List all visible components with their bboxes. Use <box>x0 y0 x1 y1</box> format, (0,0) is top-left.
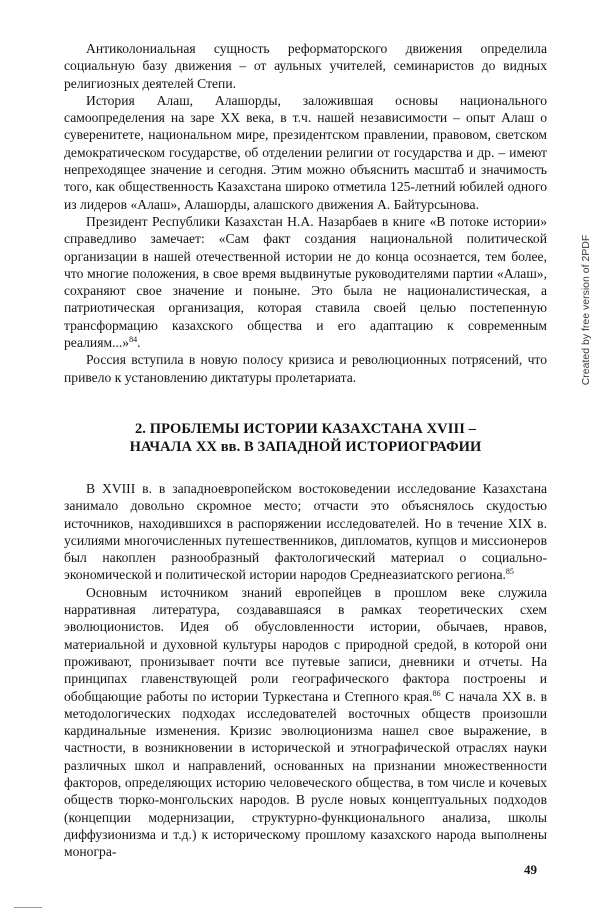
paragraph-6-text-b: С начала XX в. в методологических подходах исследователей восточных обществ произошли кардинальные изменения. Кризис эволюционизма нашел свое выражение, в частности, в возникновении в исторической и этнографической отраслях науки различных школ и направлений, основанных на признании множественности факторов, определяющих историю человеческого общества, в том числе и кочевых обществ тюрко-монгольских народов. В русле новых концептуальных подходов (концепции модернизации, структурно-функционального анализа, школы диффузионизма и т.д.) к историческому прошлому казахского народа выполнены моногра- <box>64 688 547 860</box>
paragraph-1: Антиколониальная сущность реформаторского движения определила социальную базу движения – от аульных учителей, семинаристов до видных религиозных деятелей Степи. <box>64 41 547 91</box>
footnote-ref-84: 84 <box>129 335 138 345</box>
section-heading-line-2: НАЧАЛА XX вв. В ЗАПАДНОЙ ИСТОРИОГРАФИИ <box>129 438 482 455</box>
paragraph-2: История Алаш, Алашорды, заложившая основы национального самоопределения на заре XX века, в т.ч. нашей независимости – опыт Алаш о суверенитете, национальном мире, президентском правлении, правовом, светском демократическом государстве, об отделении религии от государства и др. – имеют непреходящее значение и сегодня. Этим можно объяснить масштаб и значимость того, как общественность Казахстана широко отметила 125-летний юбилей одного из лидеров «Алаш», Алашорды, алашского движения А. Байтурсынова. <box>64 92 547 212</box>
section-heading <box>64 420 547 456</box>
footnote-ref-85: 85 <box>505 567 514 577</box>
watermark <box>576 230 596 390</box>
paragraph-5 <box>64 480 547 584</box>
paragraph-6-text-a: Основным источником знаний европейцев в прошлом веке служила нарративная литература, создававшаяся в рамках теоретических схем эволюционистов. Идея об обусловленности истории, обычаев, нравов, материальной и духовной культуры народов с природной средой, в которой они проживают, пронизывает почти все путевые записи, дневники и отчеты. На принципах главенствующей роли географического фактора построены и обобщающие работы по истории Туркестана и Степного края. <box>64 584 547 704</box>
watermark-text: Created by free version of 2PDF <box>580 234 592 386</box>
paragraph-5-text: В XVIII в. в западноевропейском востоковедении исследование Казахстана занимало довольно скромное место; отчасти это объяснялось скудостью источников, находившихся в распоряжении исследователей. Но в течение XIX в. усилиями многочисленных путешественников, дипломатов, купцов и миссионеров был накоплен разнообразный фактологический материал о социально-экономической и политической истории народов Среднеазиатского региона. <box>64 480 547 583</box>
page-text <box>64 40 547 860</box>
paragraph-4: Россия вступила в новую полосу кризиса и революционных потрясений, что привело к установлению диктатуры пролетариата. <box>64 352 547 385</box>
paragraph-6 <box>64 584 547 861</box>
page-number: 49 <box>524 862 537 877</box>
margin-mark <box>14 907 42 908</box>
section-heading-line-1: 2. ПРОБЛЕМЫ ИСТОРИИ КАЗАХСТАНА XVIII – <box>134 420 477 437</box>
paragraph-3-text: Президент Республики Казахстан Н.А. Назарбаев в книге «В потоке истории» справедливо замечает: «Сам факт создания национальной политической организации в нашей отечественной истории не до конца осознается, тем более, что многие положения, в свое время выдвинутые руководителями партии «Алаш», сохраняют свое значение и поныне. Это была не националистическая, а патриотическая организация, которая ставила своей целью постепенную трансформацию казахского общества и его адаптацию к современным реалиям...» <box>64 213 547 351</box>
footnote-ref-86: 86 <box>432 688 441 698</box>
paragraph-3: Президент Республики Казахстан Н.А. Назарбаев в книге «В потоке истории» справедливо замечает: «Сам факт создания национальной политической организации в нашей отечественной истории не до конца осознается, тем более, что многие положения, в свое время выдвинутые руководителями партии «Алаш», сохраняют свое значение и поныне. Это была не националистическая, а патриотическая организация, которая ставила своей целью постепенную трансформацию казахского общества и его адаптацию к современным реалиям...»$^{84}$. <box>64 213 547 351</box>
